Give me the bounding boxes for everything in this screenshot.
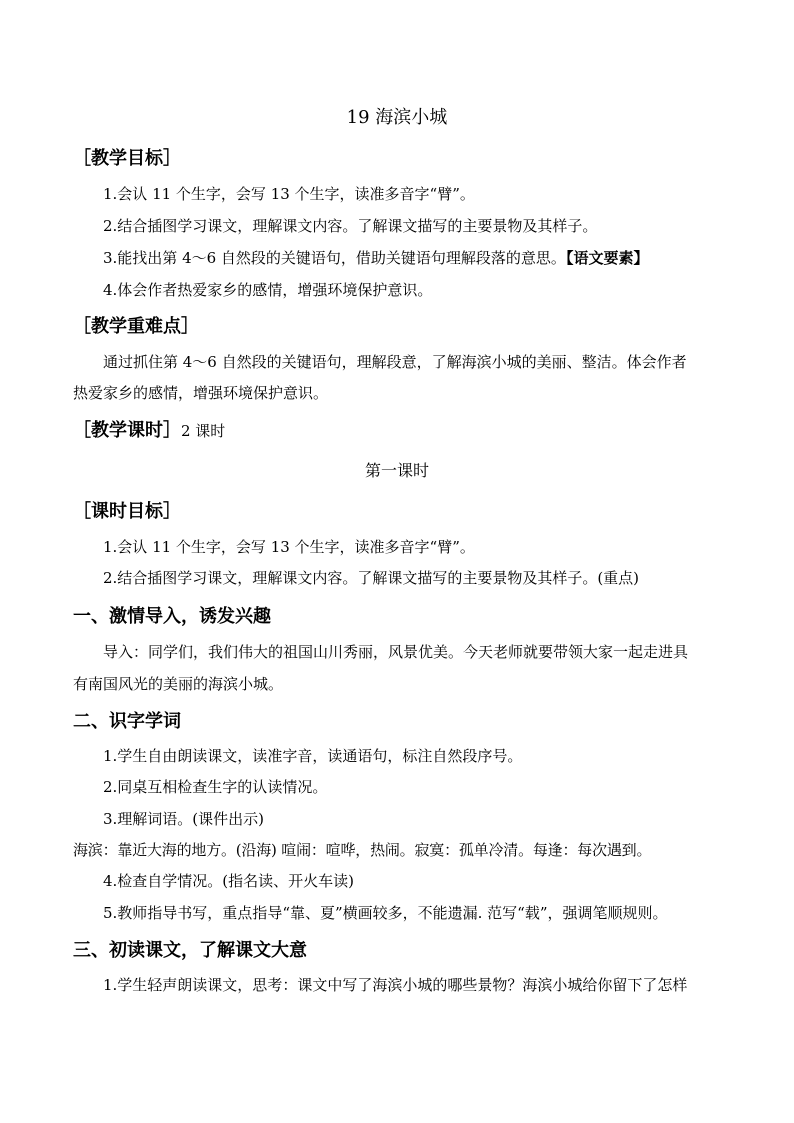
goal-item: 1.会认 11 个生字，会写 13 个生字，读准多音字“臂”。 — [103, 185, 475, 203]
section-two-line: 2.同桌互相检查生字的认读情况。 — [103, 778, 328, 796]
lesson-goal-item: 2.结合插图学习课文，理解课文内容。了解课文描写的主要景物及其样子。(重点) — [103, 569, 640, 587]
teaching-hours-value: 2 课时 — [181, 422, 226, 440]
lesson-goals-heading: ［课时目标］ — [73, 501, 181, 522]
teaching-hours-label: ［教学课时］ — [73, 420, 181, 441]
lesson-one-title: 第一课时 — [364, 461, 429, 480]
goal-item — [103, 248, 648, 268]
section-two-heading: 二、识字学词 — [73, 711, 181, 732]
key-points-heading: ［教学重难点］ — [73, 316, 199, 337]
language-element-tag: 【语文要素】 — [565, 249, 649, 267]
goal-item: 2.结合插图学习课文，理解课文内容。了解课文描写的主要景物及其样子。 — [103, 217, 598, 235]
section-two-line: 5.教师指导书写，重点指导“靠、夏”横画较多，不能遗漏. 范写“载”，强调笔顺规则。 — [103, 904, 668, 922]
document-title: 19 海滨小城 — [346, 107, 448, 128]
key-points-line: 通过抓住第 4～6 自然段的关键语句，理解段意，了解海滨小城的美丽、整洁。体会作者 — [103, 353, 687, 371]
section-two-line: 4.检查自学情况。(指名读、开火车读) — [103, 872, 355, 890]
key-points-line: 热爱家乡的感情，增强环境保护意识。 — [73, 384, 329, 402]
section-two-line: 海滨：靠近大海的地方。(沿海) 喧闹：喧哗，热闹。寂寞：孤单冷清。每逢：每次遇到。 — [73, 841, 652, 859]
section-two-line: 1.学生自由朗读课文，读准字音，读通语句，标注自然段序号。 — [103, 747, 523, 765]
goal-item-text: 3.能找出第 4～6 自然段的关键语句，借助关键语句理解段落的意思。 — [103, 249, 566, 267]
section-one-line: 有南国风光的美丽的海滨小城。 — [73, 675, 284, 693]
section-one-line: 导入：同学们，我们伟大的祖国山川秀丽，风景优美。今天老师就要带领大家一起走进具 — [103, 643, 689, 661]
teaching-goals-heading: ［教学目标］ — [73, 148, 181, 169]
section-two-line: 3.理解词语。(课件出示) — [103, 810, 265, 828]
teaching-hours-heading — [73, 419, 225, 443]
section-one-heading: 一、激情导入，诱发兴趣 — [73, 606, 271, 627]
goal-item: 4.体会作者热爱家乡的感情，增强环境保护意识。 — [103, 281, 433, 299]
section-three-line: 1.学生轻声朗读课文，思考：课文中写了海滨小城的哪些景物？海滨小城给你留下了怎样 — [103, 976, 688, 994]
lesson-goal-item: 1.会认 11 个生字，会写 13 个生字，读准多音字“臂”。 — [103, 538, 475, 556]
section-three-heading: 三、初读课文，了解课文大意 — [73, 940, 307, 961]
